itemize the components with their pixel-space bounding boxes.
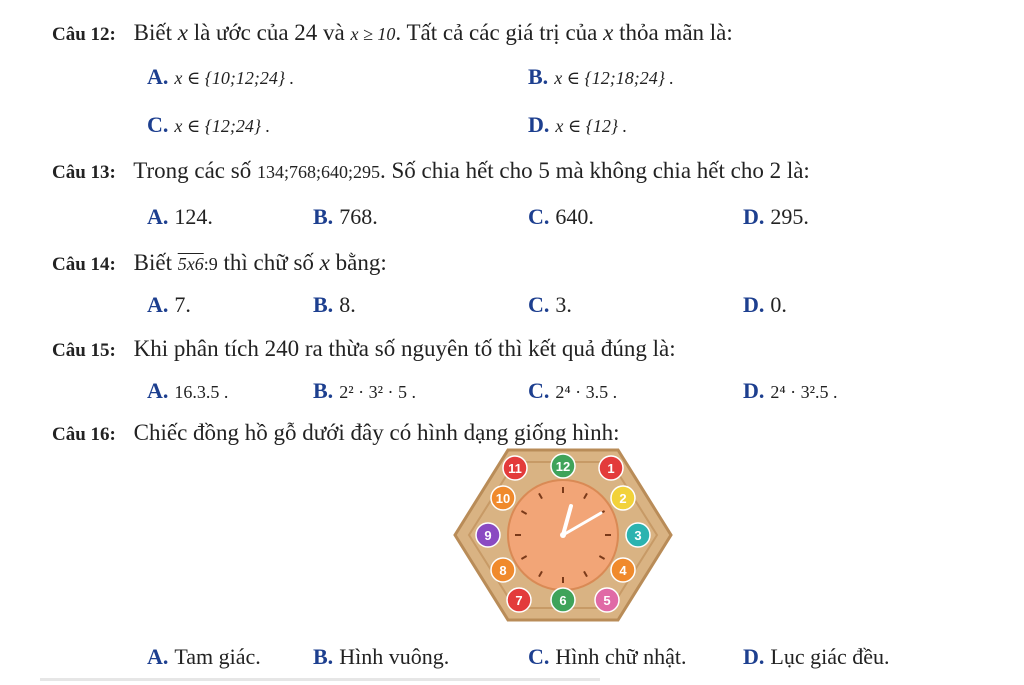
option-label: C. <box>528 378 550 403</box>
option-value: 768. <box>339 204 378 229</box>
option-12a[interactable] <box>147 64 294 90</box>
option-label: A. <box>147 64 169 89</box>
page-divider <box>40 678 600 681</box>
option-label: B. <box>313 378 334 403</box>
question-number: Câu 13: <box>52 162 116 183</box>
option-label: A. <box>147 378 169 403</box>
option-label: D. <box>743 378 765 403</box>
clock-number: 2 <box>619 491 627 506</box>
question-text: . Số chia hết cho 5 mà không chia hết cho 2 là: <box>379 158 810 183</box>
option-value: x ∈ {12;24} . <box>174 116 271 136</box>
question-number: Câu 16: <box>52 424 116 445</box>
question-text: thì chữ số <box>223 250 314 275</box>
variable-x: x <box>603 20 614 45</box>
option-value: 2⁴ · 3².5 . <box>770 382 838 402</box>
option-label: C. <box>147 112 169 137</box>
clock-number: 7 <box>515 593 523 608</box>
clock-number: 6 <box>559 593 567 608</box>
option-16a[interactable] <box>147 644 261 670</box>
option-value: 0. <box>770 292 787 317</box>
option-value: 7. <box>174 292 191 317</box>
option-label: D. <box>743 644 765 669</box>
question-number: Câu 12: <box>52 24 116 45</box>
clock-number: 3 <box>634 528 642 543</box>
option-label: B. <box>313 644 334 669</box>
question-text: là ước của 24 và <box>193 20 345 45</box>
option-16b[interactable] <box>313 644 449 670</box>
clock-number: 11 <box>508 461 522 476</box>
clock-number: 12 <box>555 459 571 474</box>
option-12d[interactable] <box>528 112 627 138</box>
clock-number: 8 <box>499 563 507 578</box>
option-value: Tam giác. <box>174 644 261 669</box>
option-12c[interactable] <box>147 112 270 138</box>
question-text: Biết <box>133 250 172 275</box>
question-number: Câu 15: <box>52 340 116 361</box>
question-text: Chiếc đồng hồ gỗ dưới đây có hình dạng giống hình: <box>133 420 620 445</box>
clock-number: 10 <box>495 491 511 506</box>
option-label: B. <box>528 64 549 89</box>
overline-number: 5x6 <box>177 254 204 274</box>
question-text: bằng: <box>335 250 387 275</box>
condition: x ≥ 10 <box>350 24 396 44</box>
clock-number: 9 <box>484 528 492 543</box>
option-value: 640. <box>555 204 594 229</box>
option-16c[interactable] <box>528 644 686 670</box>
clock-center <box>560 532 566 538</box>
clock-number: 5 <box>603 593 611 608</box>
option-label: B. <box>313 204 334 229</box>
option-13d[interactable] <box>743 204 809 230</box>
question-15 <box>52 336 676 362</box>
variable-x: x <box>319 250 330 275</box>
option-15d[interactable] <box>743 378 838 404</box>
option-value: x ∈ {12} . <box>555 116 628 136</box>
variable-x: x <box>177 20 188 45</box>
question-12 <box>52 20 733 46</box>
question-text: thỏa mãn là: <box>619 20 733 45</box>
option-15c[interactable] <box>528 378 617 404</box>
option-value: 295. <box>770 204 809 229</box>
question-13 <box>52 158 810 184</box>
option-15a[interactable] <box>147 378 228 404</box>
option-15b[interactable] <box>313 378 416 404</box>
option-value: 2⁴ · 3.5 . <box>555 382 618 402</box>
option-value: 8. <box>339 292 356 317</box>
question-text: . Tất cả các giá trị của <box>395 20 598 45</box>
wooden-clock-image <box>453 448 673 623</box>
option-value: 3. <box>555 292 572 317</box>
option-16d[interactable] <box>743 644 890 670</box>
clock-number: 4 <box>619 563 627 578</box>
option-label: C. <box>528 292 550 317</box>
option-13b[interactable] <box>313 204 378 230</box>
option-14d[interactable] <box>743 292 787 318</box>
question-16 <box>52 420 619 446</box>
number-list: 134;768;640;295 <box>256 162 380 182</box>
option-label: D. <box>743 204 765 229</box>
option-label: C. <box>528 204 550 229</box>
option-13c[interactable] <box>528 204 594 230</box>
option-label: A. <box>147 204 169 229</box>
option-value: Lục giác đều. <box>770 644 890 669</box>
option-value: 16.3.5 . <box>174 382 229 402</box>
option-label: D. <box>743 292 765 317</box>
option-value: x ∈ {12;18;24} . <box>554 68 674 88</box>
option-13a[interactable] <box>147 204 213 230</box>
question-text: Khi phân tích 240 ra thừa số nguyên tố thì kết quả đúng là: <box>133 336 676 361</box>
divisibility: :9 <box>203 254 218 274</box>
clock-number: 1 <box>607 461 615 476</box>
option-value: x ∈ {10;12;24} . <box>174 68 295 88</box>
option-label: A. <box>147 644 169 669</box>
option-value: Hình chữ nhật. <box>555 644 687 669</box>
option-label: A. <box>147 292 169 317</box>
option-14b[interactable] <box>313 292 356 318</box>
option-14a[interactable] <box>147 292 191 318</box>
option-value: 124. <box>174 204 213 229</box>
option-value: Hình vuông. <box>339 644 450 669</box>
question-text: Biết <box>133 20 172 45</box>
option-12b[interactable] <box>528 64 674 90</box>
option-label: B. <box>313 292 334 317</box>
option-value: 2² · 3² · 5 . <box>339 382 416 402</box>
option-label: D. <box>528 112 550 137</box>
option-14c[interactable] <box>528 292 572 318</box>
question-number: Câu 14: <box>52 254 116 275</box>
question-14 <box>52 250 387 276</box>
option-label: C. <box>528 644 550 669</box>
question-text: Trong các số <box>133 158 252 183</box>
